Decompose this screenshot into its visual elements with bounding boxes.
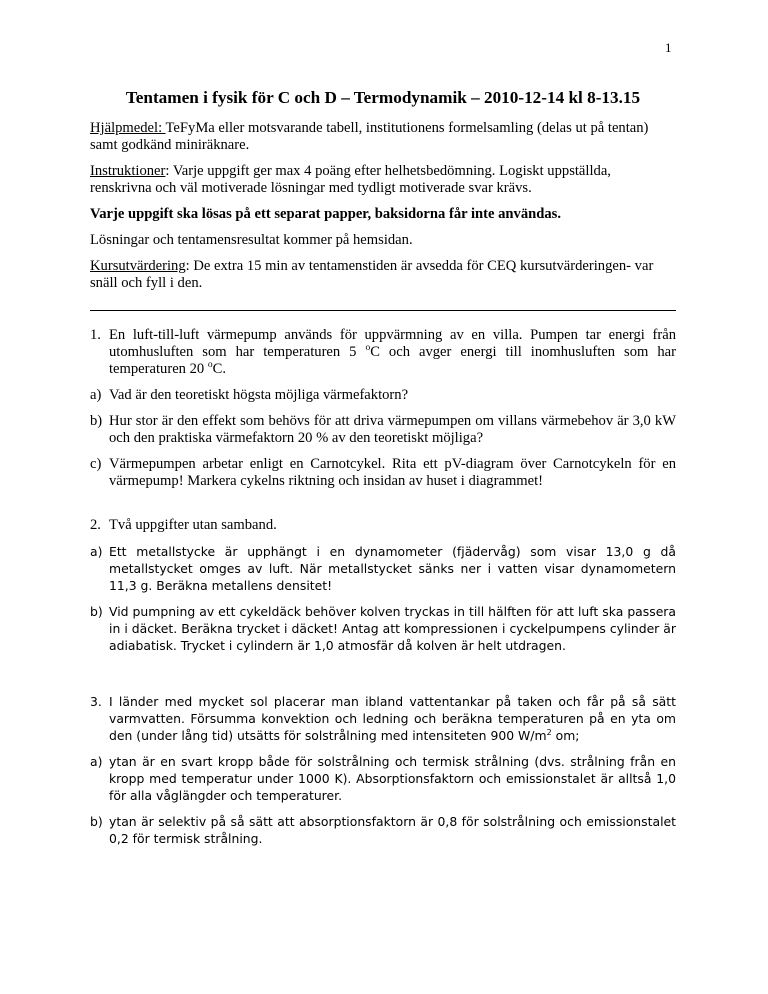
- question-2-intro: Två uppgifter utan samband.: [109, 517, 277, 533]
- question-3b-text: ytan är selektiv på så sätt att absorptionsfaktorn är 0,8 för solstrålning och emissionstalet 0,2 för termisk strålning.: [109, 814, 676, 846]
- question-1-intro: [109, 327, 676, 378]
- question-1b: [90, 413, 676, 447]
- exam-title: Tentamen i fysik för C och D – Termodynamik – 2010-12-14 kl 8-13.15: [125, 88, 641, 107]
- spacer: [90, 499, 676, 517]
- question-1b-label: b): [90, 413, 103, 429]
- question-1c-text: Värmepumpen arbetar enligt en Carnotcykel. Rita ett pV-diagram över Carnotcykeln för en värmepump! Markera cykelns riktning och insidan av huset i diagrammet!: [109, 456, 676, 489]
- page-number: 1: [665, 40, 672, 55]
- results-note: Lösningar och tentamensresultat kommer på hemsidan.: [90, 232, 413, 248]
- exam-content: [90, 80, 676, 856]
- instructions-paragraph: [90, 163, 676, 197]
- q1-intro-part-c: C.: [212, 361, 227, 377]
- q1-degree-symbol-2: o: [207, 360, 213, 371]
- question-3-intro: [109, 693, 676, 744]
- question-2a: [90, 543, 676, 594]
- question-2b-label: b): [90, 604, 103, 619]
- question-3b-label: b): [90, 814, 103, 829]
- q1-intro-part-b: C och avger energi till inomhusluften som har temperaturen 20: [109, 344, 676, 377]
- question-2a-text: Ett metallstycke är upphängt i en dynamometer (fjädervåg) som visar 13,0 g då metallstycket omges av luft. När metallstycket sänks ner i vatten visar dynamometern 11,3 g. Beräkna metallens densitet!: [109, 544, 676, 593]
- question-2-number: 2.: [90, 517, 101, 533]
- course-eval-paragraph: [90, 258, 676, 292]
- question-3a: [90, 753, 676, 804]
- question-2a-label: a): [90, 544, 103, 559]
- question-2b: [90, 603, 676, 654]
- section-divider: [90, 310, 676, 311]
- q1-intro-part-a: En luft-till-luft värmepump används för uppvärmning av en villa. Pumpen tar energi från utomhusluften som har temperaturen 5: [109, 327, 676, 360]
- question-1c-label: c): [90, 456, 102, 472]
- question-1b-text: Hur stor är den effekt som behövs för att driva värmepumpen om villans värmebehov är 3,0 kW och den praktiska värmefaktorn 20 % av den teoretiskt möjliga?: [109, 413, 676, 446]
- question-1a-label: a): [90, 387, 102, 403]
- question-3-number: 3.: [90, 694, 102, 709]
- instructions-label: Instruktioner: [90, 163, 166, 179]
- question-3a-text: ytan är en svart kropp både för solstrålning och termisk strålning (dvs. strålning från en kropp med temperatur under 1000 K). Absorptionsfaktorn och emissionstalet är alltså 1,0 för alla våglängder och temperaturer.: [109, 754, 676, 803]
- question-1: [90, 327, 676, 378]
- course-eval-text: : De extra 15 min av tentamenstiden är avsedda för CEQ kursutvärderingen- var snäll och fyll i den.: [90, 258, 654, 291]
- q3-superscript: 2: [546, 727, 552, 737]
- question-2b-text: Vid pumpning av ett cykeldäck behöver kolven tryckas in till hälften för att luft ska passera in i däcket. Beräkna trycket i däcket! Antag att kompressionen i cyckelpumpens cylinder är adiabatisk. Trycket i cylindern är 1,0 atmosfär då kolven är helt utdragen.: [109, 604, 676, 653]
- aids-paragraph: [90, 120, 676, 154]
- question-1a: [90, 387, 676, 404]
- q1-degree-symbol-1: o: [365, 343, 371, 354]
- question-3b: [90, 813, 676, 847]
- q3-intro-part-a: I länder med mycket sol placerar man ibland vattentankar på taken och får på så sätt varmvatten. Försumma konvektion och ledning och beräkna temperaturen på en yta om den (under lång tid) utsätts för solstrålning med intensiteten 900 W/m: [109, 694, 676, 743]
- question-1a-text: Vad är den teoretiskt högsta möjliga värmefaktorn?: [109, 387, 409, 403]
- aids-label: Hjälpmedel:: [90, 120, 166, 136]
- question-2: [90, 517, 676, 534]
- question-1-number: 1.: [90, 327, 101, 343]
- aids-text: TeFyMa eller motsvarande tabell, institutionens formelsamling (delas ut på tentan) samt godkänd miniräknare.: [90, 120, 649, 153]
- question-3: [90, 693, 676, 744]
- spacer: [90, 663, 676, 693]
- question-1c: [90, 456, 676, 490]
- instructions-text: : Varje uppgift ger max 4 poäng efter helhetsbedömning. Logiskt uppställda, renskrivna och väl motiverade lösningar med tydligt motiverade svar krävs.: [90, 163, 611, 196]
- question-3a-label: a): [90, 754, 103, 769]
- q3-intro-part-b: om;: [551, 728, 580, 743]
- separate-paper-note: Varje uppgift ska lösas på ett separat papper, baksidorna får inte användas.: [90, 206, 561, 222]
- course-eval-label: Kursutvärdering: [90, 258, 186, 274]
